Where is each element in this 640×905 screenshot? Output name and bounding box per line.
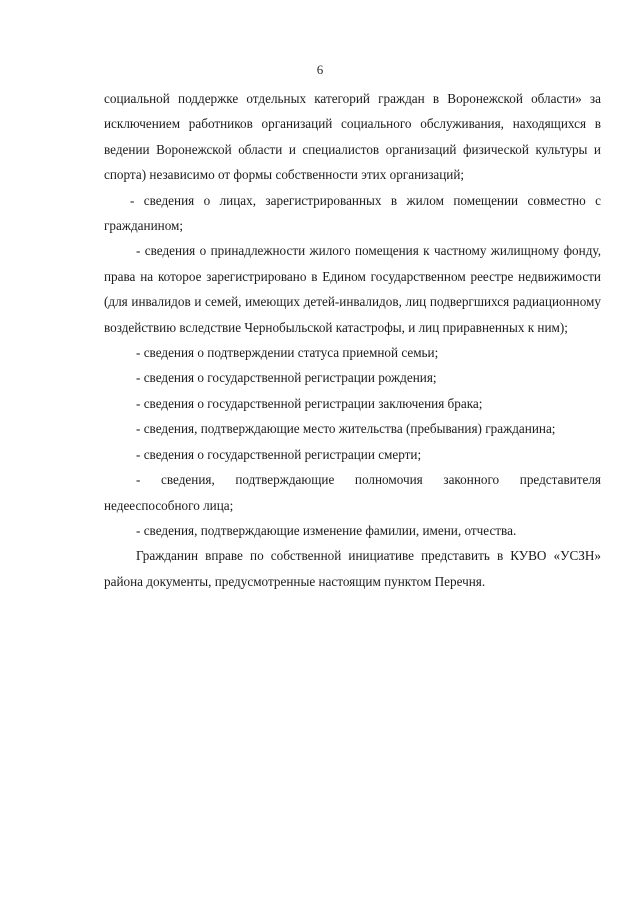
list-item-residence: - сведения, подтверждающие место жительства (пребывания) гражданина; [136, 421, 556, 437]
list-item-legal-representative: - сведения, подтверждающие полномочия законного представителя недееспособного лица; [104, 472, 601, 513]
list-item-registered-persons: - сведения о лицах, зарегистрированных в жилом помещении совместно с гражданином; [104, 192, 601, 234]
document-body [104, 86, 601, 594]
paragraph-continuation: социальной поддержке отдельных категорий граждан в Воронежской области» за исключением работников организаций социального обслуживания, находящихся в ведении Воронежской области и специалистов организаций физической культуры и спорта) независимо от формы собственности этих организаций; [104, 91, 601, 183]
list-item-death-registration: - сведения о государственной регистрации смерти; [136, 446, 422, 462]
list-item-name-change: - сведения, подтверждающие изменение фамилии, имени, отчества. [136, 522, 517, 538]
list-item-housing-ownership: - сведения о принадлежности жилого помещения к частному жилищному фонду, права на которое зарегистрировано в Едином государственном реестре недвижимости (для инвалидов и семей, имеющих детей-инвалидов, лиц подвергшихся радиационному воздействию вследствие Чернобыльской катастрофы, и лиц приравненных к ним); [104, 243, 601, 335]
list-item-foster-family: - сведения о подтверждении статуса приемной семьи; [136, 345, 439, 361]
list-item-birth-registration: - сведения о государственной регистрации рождения; [136, 370, 437, 386]
list-item-marriage-registration: - сведения о государственной регистрации заключения брака; [136, 395, 483, 411]
closing-paragraph: Гражданин вправе по собственной инициативе представить в КУВО «УСЗН» района документы, предусмотренные настоящим пунктом Перечня. [104, 548, 601, 589]
page-number: 6 [316, 62, 324, 77]
